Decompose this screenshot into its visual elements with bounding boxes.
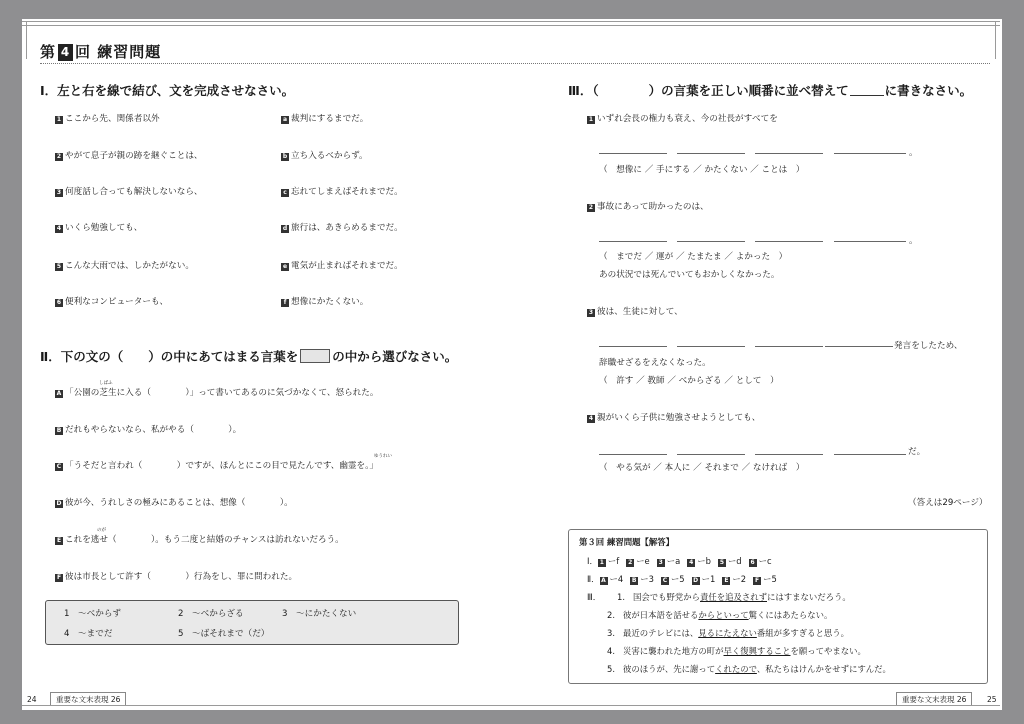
answer-underlined: 見るにたえない [698,628,757,638]
item-mark-badge: 5 [56,263,62,270]
s3-item-1: 1 いずれ会長の権力も衰え、今の社長がすべてを [588,114,778,124]
answer-blank[interactable] [834,153,906,154]
fill-in-text: これを逃せ（ ）。もう二度と結婚のチャンスは訪れないだろう。 [65,535,344,545]
answer-blank[interactable] [834,454,906,455]
answer-blank[interactable] [755,153,823,154]
answer-text: 最近のテレビには、 [623,628,699,638]
s3-item-2-after: あの状況では死んでいてもおかしくなかった。 [599,270,780,280]
item-mark-badge: 4 [689,559,694,566]
answer-value: ー4 [609,574,624,584]
answer-blank[interactable] [825,346,893,347]
item-mark-badge: 5 [719,559,725,566]
s3-item-3-after: 辞職せざるをえなくなった。 [599,358,711,368]
choice-item: 1 ～べからず [64,609,122,619]
answer-underlined: からといって [698,610,749,620]
ruby-reading: ゆうれい [374,454,392,459]
answer-sentence [617,591,851,603]
answer-blank[interactable] [599,241,667,242]
item-mark-badge: B [631,577,637,584]
item-mark-badge: F [755,577,760,584]
answer-text: 災害に襲われた地方の町が [623,646,724,656]
left-rule [26,21,27,59]
s3-item-2: 2 事故にあって助かったのは、 [588,202,709,212]
lesson-number-badge: 4 [58,44,73,61]
fill-in-item [55,386,379,398]
item-mark-badge: 2 [628,559,633,566]
item-mark-badge: A [601,577,606,584]
match-left-text: 何度話し合っても解決しないなら、 [65,187,203,197]
match-right-item [281,112,368,124]
item-number-badge: 3 [588,309,594,316]
item-mark-badge: D [693,577,699,584]
item-mark-badge: C [662,577,668,584]
fill-in-text: 彼が今、うれしさの極みにあることは、想像（ ）。 [65,498,293,508]
choice-box-icon [300,349,330,363]
item-mark-badge: B [56,427,62,434]
s3-item-2-end: 。 [909,236,918,246]
item-mark-badge: F [56,574,62,581]
match-right-text: 忘れてしまえばそれまでだ。 [291,187,403,197]
match-right-item [281,185,403,197]
answer-blank[interactable] [677,346,745,347]
match-right-text: 想像にかたくない。 [291,297,369,307]
title-dotted-rule [40,63,990,64]
match-left-item [55,185,203,197]
answer-number: 5. [607,664,615,674]
item-mark-badge: C [56,463,62,470]
answer-sentence [607,645,866,657]
answer-blank[interactable] [599,454,667,455]
answer-row-1: Ⅰ． 1 ーf 2 ーe 3 ーa 4 ーb 5 ーd 6 ーc [587,556,772,566]
answer-value: ー1 [701,574,716,584]
answer-blank[interactable] [599,153,667,154]
item-mark-badge: f [281,299,289,307]
answer-page-ref: （答えは29ページ） [908,498,988,508]
fill-in-text: 彼は市長として許す（ ）行為をし、罪に問われた。 [65,572,298,582]
answer-value: ーb [697,556,711,566]
match-left-item [55,295,168,307]
match-right-item [281,259,403,271]
match-right-text: 立ち入るべからず。 [291,151,368,161]
item-mark-badge: 1 [599,559,604,566]
s3-item-4-end: だ。 [908,447,926,457]
answer-key-box [568,529,988,684]
worksheet-page [22,19,1002,710]
answer-text: にはすまないだろう。 [767,592,851,602]
answer-value: ー2 [732,574,747,584]
fill-in-item [55,459,378,471]
ruby-reading: しばふ [99,381,113,386]
item-mark-badge: b [282,153,288,160]
item-mark-badge: d [282,225,288,232]
answer-value: ー5 [670,574,685,584]
choice-item: 4 ～までだ [64,629,113,639]
answer-number: 1. [617,592,625,602]
answer-value: ーa [666,556,681,566]
answer-text: 国会でも野党から [633,592,700,602]
answer-value: ーd [727,556,742,566]
answer-value: ーe [636,556,650,566]
item-mark-badge: 3 [56,189,62,196]
left-page-number: 24 [27,695,37,704]
item-mark-badge: 2 [56,153,62,160]
item-mark-badge: a [282,116,288,123]
answer-line-icon [850,85,884,96]
s3-item-4: 4 親がいくら子供に勉強させようとしても、 [588,413,761,423]
fill-in-text: 「うそだと言われ（ ）ですが、ほんとにこの目で見たんです、幽霊を。」 [65,461,378,471]
section3-heading: Ⅲ．（ ）の言葉を正しい順番に並べ替えて に書きなさい。 [568,83,973,98]
answer-blank[interactable] [677,454,745,455]
ruby-reading: のが [97,528,106,533]
item-mark-badge: e [282,263,288,270]
answer-key-title: 第３回 練習問題【解答】 [579,537,675,547]
item-mark-badge: 4 [56,225,62,232]
right-rule [995,21,996,59]
answer-text: 驚くにはあたらない。 [748,610,833,620]
item-number-badge: 1 [588,116,594,123]
match-right-item [281,149,368,161]
choice-item: 2 ～べからざる [178,609,244,619]
answer-blank[interactable] [755,454,823,455]
fill-in-item [55,533,344,545]
item-mark-badge: A [56,390,62,397]
s3-item-1-words: （ 想像に ／ 手にする ／ かたくない ／ ことは ） [599,165,805,175]
section2-heading: Ⅱ．下の文の（ ）の中にあてはまる言葉を の中から選びなさい。 [40,349,458,364]
answer-text: 番組が多すぎると思う。 [756,628,849,638]
item-mark-badge: E [724,577,729,584]
match-left-item [55,221,142,233]
item-number-badge: 2 [588,204,594,211]
match-right-item [281,295,368,307]
answer-sentence [607,609,832,621]
match-left-text: やがて息子が親の跡を継ぐことは、 [65,151,203,161]
item-mark-badge: c [281,189,289,197]
answer-blank[interactable] [677,241,745,242]
answer-value: ーc [758,556,772,566]
answer-blank[interactable] [677,153,745,154]
answer-text: 彼が日本語を話せる [623,610,699,620]
page-title: 第 4 回 練習問題 [40,43,162,61]
match-right-text: 裁判にするまでだ。 [291,114,369,124]
answer-row-2: Ⅱ． A ー4 B ー3 C ー5 D ー1 E ー2 F ー5 [587,574,777,584]
answer-blank[interactable] [599,346,667,347]
s3-item-3-words: （ 許す ／ 教師 ／ べからざる ／ として ） [599,376,779,386]
answer-text: を願ってやまない。 [790,646,866,656]
item-mark-badge: 3 [658,559,663,566]
answer-underlined: くれたので [715,664,757,674]
answer-number: 4. [607,646,615,656]
answer-blank[interactable] [755,241,823,242]
answer-sentence [607,627,849,639]
right-running-title: 重要な文末表現 26 [896,692,972,706]
fill-in-text: だれもやらないなら、私がやる（ ）。 [65,425,242,435]
answer-value: ー3 [640,574,654,584]
answer-text: 彼のほうが、先に謝って [623,664,716,674]
fill-in-item [55,423,241,435]
item-mark-badge: 6 [56,299,62,306]
answer-sentence [607,663,891,675]
answer-text: 、私たちはけんかをせずにすんだ。 [756,664,891,674]
item-mark-badge: 6 [750,559,755,566]
answer-blank[interactable] [755,346,823,347]
s3-item-3-end: 発言をしたため、 [894,341,963,351]
s3-item-4-words: （ やる気が ／ 本人に ／ それまで ／ なければ ） [599,463,805,473]
item-mark-badge: D [56,500,62,507]
answer-underlined: 責任を追及されず [700,592,767,602]
bottom-rule [22,705,1000,706]
item-mark-badge: 1 [56,116,62,123]
top-rule-2 [22,25,1000,26]
match-right-item [281,221,403,233]
match-left-text: いくら勉強しても、 [65,223,143,233]
item-number-badge: 4 [588,415,594,422]
s3-item-2-words: （ までだ ／ 運が ／ たまたま ／ よかった ） [599,252,788,262]
fill-in-text: 「公園の芝生に入る（ ）」って書いてあるのに気づかなくて、怒られた。 [65,388,379,398]
s3-item-3: 3 彼は、生徒に対して、 [588,307,683,317]
answer-row-3-label: Ⅲ． [587,592,602,602]
s3-item-1-end: 。 [909,148,918,158]
match-left-text: こんな大雨では、しかたがない。 [65,261,194,271]
answer-blank[interactable] [834,241,906,242]
match-right-text: 旅行は、あきらめるまでだ。 [291,223,403,233]
choice-item: 5 ～ばそれまで（だ） [178,629,270,639]
section1-heading: Ⅰ．左と右を線で結び、文を完成させなさい。 [40,83,295,98]
match-left-item [55,112,160,124]
answer-value: ー5 [763,574,777,584]
answer-value: ーf [607,556,620,566]
match-left-text: ここから先、関係者以外 [65,114,160,124]
top-rule [22,21,1000,22]
match-right-text: 電気が止まればそれまでだ。 [291,261,403,271]
answer-number: 3. [607,628,615,638]
match-left-text: 便利なコンピューターも、 [65,297,169,307]
choice-item: 3 ～にかたくない [282,609,357,619]
right-page-number: 25 [987,695,997,704]
answer-underlined: 早く復興すること [723,646,791,656]
left-running-title: 重要な文末表現 26 [50,692,126,706]
item-mark-badge: E [56,537,62,544]
answer-number: 2. [607,610,615,620]
match-left-item [55,149,203,161]
match-left-item [55,259,194,271]
choices-box [45,600,459,645]
fill-in-item [55,570,297,582]
fill-in-item [55,496,293,508]
